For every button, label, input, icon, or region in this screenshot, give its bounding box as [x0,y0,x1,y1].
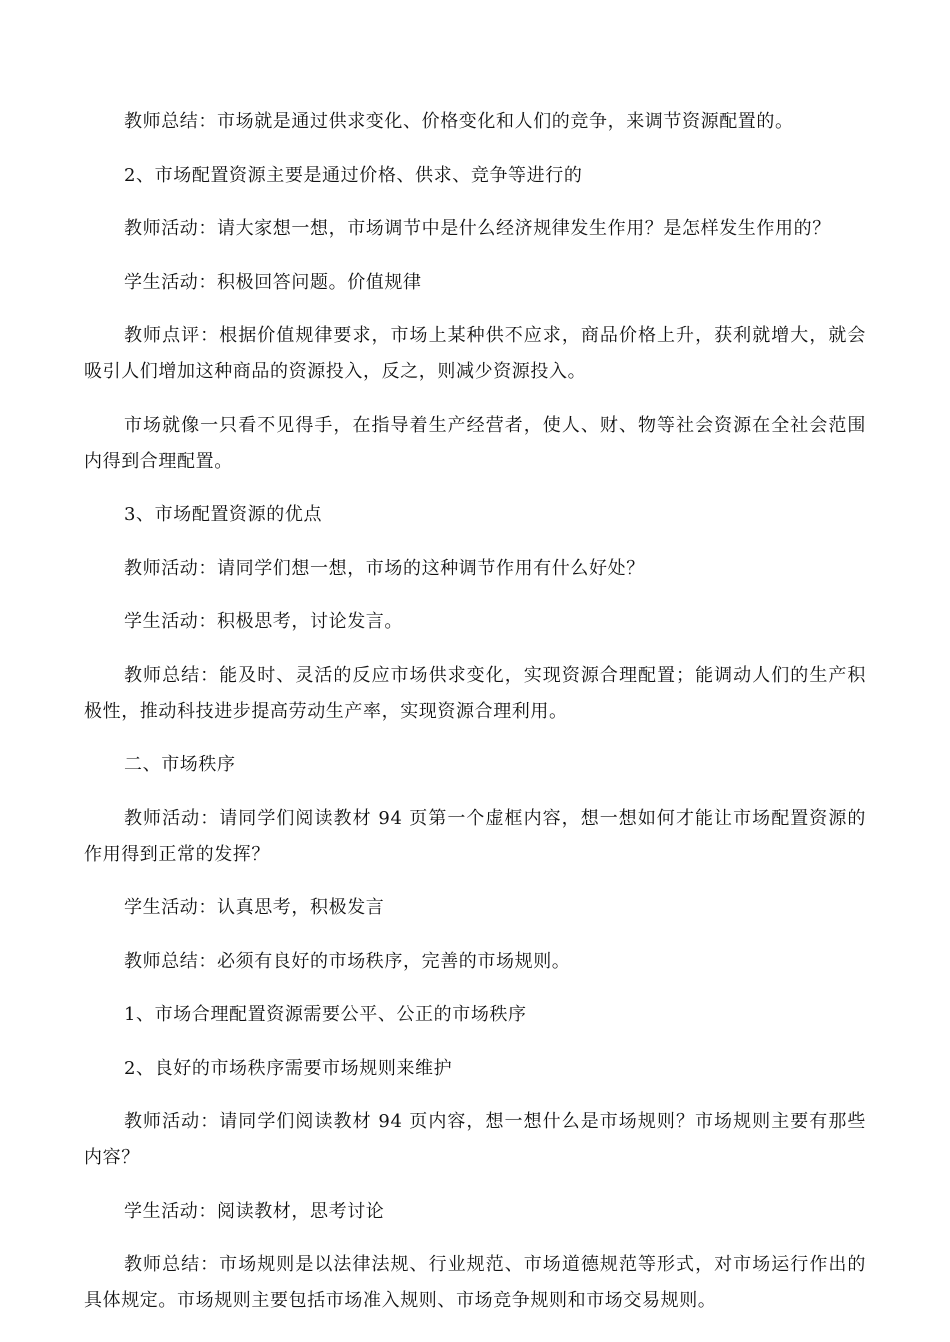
paragraph-teacher-summary-4: 教师总结：市场规则是以法律法规、行业规范、市场道德规范等形式，对市场运行作出的具体规定。市场规则主要包括市场准入规则、市场竞争规则和市场交易规则。 [84,1254,866,1311]
paragraph-order-point-2: 2、良好的市场秩序需要市场规则来维护 [124,1057,453,1079]
paragraph-teacher-comment: 教师点评：根据价值规律要求，市场上某种供不应求，商品价格上升，获利就增大，就会吸引人们增加这种商品的资源投入，反之，则减少资源投入。 [84,325,866,382]
paragraph-order-point-1: 1、市场合理配置资源需要公平、公正的市场秩序 [124,1004,527,1025]
paragraph-teacher-activity-1: 教师活动：请大家想一想，市场调节中是什么经济规律发生作用？是怎样发生作用的？ [124,218,831,239]
paragraph-teacher-activity-2: 教师活动：请同学们想一想，市场的这种调节作用有什么好处？ [124,557,645,579]
paragraph-student-activity-2: 学生活动：积极思考，讨论发言。 [124,611,403,632]
paragraph-teacher-activity-4: 教师活动：请同学们阅读教材 94 页内容，想一想什么是市场规则？市场规则主要有那些内容？ [84,1111,866,1168]
paragraph-point-3: 3、市场配置资源的优点 [124,504,323,525]
paragraph-teacher-summary-3: 教师总结：必须有良好的市场秩序，完善的市场规则。 [124,950,571,972]
paragraph-student-activity-4: 学生活动：阅读教材，思考讨论 [124,1200,385,1222]
paragraph-student-activity-1: 学生活动：积极回答问题。价值规律 [124,271,422,293]
paragraph-invisible-hand: 市场就像一只看不见得手，在指导着生产经营者，使人、财、物等社会资源在全社会范围内得到合理配置。 [84,414,866,472]
paragraph-point-2: 2、市场配置资源主要是通过价格、供求、竞争等进行的 [124,164,583,186]
section-heading-market-order: 二、市场秩序 [124,754,236,775]
document-body [84,104,866,1337]
paragraph-teacher-summary-1: 教师总结：市场就是通过供求变化、价格变化和人们的竞争，来调节资源配置的。 [124,111,794,132]
paragraph-teacher-summary-2: 教师总结：能及时、灵活的反应市场供求变化，实现资源合理配置；能调动人们的生产积极性，推动科技进步提高劳动生产率，实现资源合理利用。 [84,664,866,722]
paragraph-student-activity-3: 学生活动：认真思考，积极发言 [124,897,385,918]
paragraph-teacher-activity-3: 教师活动：请同学们阅读教材 94 页第一个虚框内容，想一想如何才能让市场配置资源的作用得到正常的发挥？ [84,807,866,865]
